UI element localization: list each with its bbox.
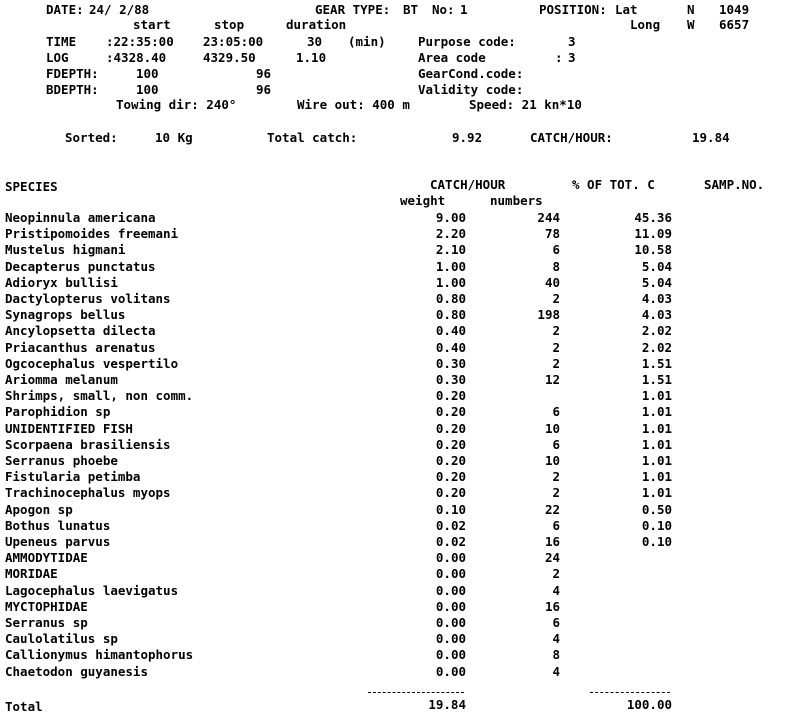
percent-of-total: 1.01 <box>641 437 672 452</box>
catch-weight: 0.30 <box>435 356 466 371</box>
catch-numbers: 8 <box>552 259 560 274</box>
position-label: POSITION: <box>539 2 607 17</box>
percent-of-total: 2.02 <box>641 340 672 355</box>
percent-of-total: 1.01 <box>641 404 672 419</box>
species-name: Scorpaena brasiliensis <box>5 437 171 452</box>
catch-per-hour-column-header: CATCH/HOUR <box>430 177 506 192</box>
species-name: Neopinnula americana <box>5 210 156 225</box>
catch-weight: 0.20 <box>435 388 466 403</box>
catch-numbers: 24 <box>544 550 560 565</box>
percent-of-total: 5.04 <box>641 259 672 274</box>
catch-numbers: 6 <box>552 437 560 452</box>
catch-weight: 0.20 <box>435 453 466 468</box>
time-duration: 30 <box>307 34 323 49</box>
species-name: MORIDAE <box>5 566 58 581</box>
species-name: Fistularia petimba <box>5 469 141 484</box>
catch-weight: 0.00 <box>435 599 466 614</box>
catch-weight: 0.20 <box>435 485 466 500</box>
fdepth-start: 100 <box>136 66 159 81</box>
catch-weight: 0.00 <box>435 583 466 598</box>
station-no-value: 1 <box>460 2 468 17</box>
catch-weight: 1.00 <box>435 259 466 274</box>
species-name: Ogcocephalus vespertilo <box>5 356 179 371</box>
species-name: Shrimps, small, non comm. <box>5 388 194 403</box>
catch-numbers: 22 <box>544 502 560 517</box>
total-label: Total <box>5 699 43 714</box>
species-name: Callionymus himantophorus <box>5 647 194 662</box>
catch-weight: 1.00 <box>435 275 466 290</box>
species-name: Caulolatilus sp <box>5 631 118 646</box>
percent-of-total: 0.10 <box>641 534 672 549</box>
weight-total-rule <box>368 692 464 693</box>
catch-numbers: 16 <box>544 599 560 614</box>
species-name: Serranus sp <box>5 615 88 630</box>
catch-numbers: 2 <box>552 485 560 500</box>
catch-weight: 2.10 <box>435 242 466 257</box>
percent-of-total: 4.03 <box>641 307 672 322</box>
long-label: Long <box>630 17 661 32</box>
purpose-code-label: Purpose code: <box>418 34 516 49</box>
species-name: Pristipomoides freemani <box>5 226 179 241</box>
percent-of-total: 1.01 <box>641 453 672 468</box>
catch-numbers: 4 <box>552 664 560 679</box>
percent-of-total: 5.04 <box>641 275 672 290</box>
time-start: :22:35:00 <box>106 34 174 49</box>
towing-direction: Towing dir: 240° <box>116 97 237 112</box>
catch-numbers: 244 <box>537 210 560 225</box>
station-no-label: No: <box>432 2 455 17</box>
sorted-label: Sorted: <box>65 130 118 145</box>
bdepth-stop: 96 <box>256 82 272 97</box>
catch-per-hour-value: 19.84 <box>692 130 730 145</box>
lat-label: Lat <box>615 2 638 17</box>
catch-weight: 2.20 <box>435 226 466 241</box>
col-start-label: start <box>133 17 171 32</box>
gear-label: GEAR TYPE: <box>315 2 391 17</box>
catch-weight: 0.40 <box>435 323 466 338</box>
validity-code-label: Validity code: <box>418 82 524 97</box>
species-name: Lagocephalus laevigatus <box>5 583 179 598</box>
species-name: Decapterus punctatus <box>5 259 156 274</box>
catch-numbers: 2 <box>552 340 560 355</box>
percent-of-total: 4.03 <box>641 291 672 306</box>
catch-numbers: 2 <box>552 356 560 371</box>
wire-out: Wire out: 400 m <box>297 97 410 112</box>
species-name: Serranus phoebe <box>5 453 118 468</box>
bdepth-start: 100 <box>136 82 159 97</box>
log-duration: 1.10 <box>296 50 327 65</box>
catch-numbers: 2 <box>552 323 560 338</box>
catch-numbers: 6 <box>552 242 560 257</box>
species-name: Synagrops bellus <box>5 307 126 322</box>
sample-number-column-header: SAMP.NO. <box>704 177 765 192</box>
area-code-label: Area code <box>418 50 486 65</box>
percent-of-total: 1.01 <box>641 388 672 403</box>
catch-weight: 9.00 <box>435 210 466 225</box>
percent-total-rule <box>590 692 670 693</box>
catch-weight: 0.20 <box>435 421 466 436</box>
fdepth-label: FDEPTH: <box>46 66 99 81</box>
catch-numbers: 198 <box>537 307 560 322</box>
percent-of-total: 1.01 <box>641 421 672 436</box>
bdepth-label: BDEPTH: <box>46 82 99 97</box>
col-duration-label: duration <box>286 17 347 32</box>
catch-numbers: 16 <box>544 534 560 549</box>
catch-weight: 0.00 <box>435 566 466 581</box>
speed: Speed: 21 kn*10 <box>469 97 582 112</box>
catch-weight: 0.00 <box>435 615 466 630</box>
percent-of-total: 1.51 <box>641 372 672 387</box>
catch-numbers: 2 <box>552 469 560 484</box>
catch-weight: 0.20 <box>435 437 466 452</box>
catch-weight: 0.20 <box>435 404 466 419</box>
species-name: Ariomma melanum <box>5 372 118 387</box>
percent-of-total: 1.51 <box>641 356 672 371</box>
catch-weight: 0.30 <box>435 372 466 387</box>
catch-numbers: 40 <box>544 275 560 290</box>
percent-of-total: 1.01 <box>641 469 672 484</box>
log-start: :4328.40 <box>106 50 167 65</box>
catch-numbers: 6 <box>552 615 560 630</box>
catch-numbers: 2 <box>552 566 560 581</box>
percent-of-total: 11.09 <box>634 226 672 241</box>
gearcond-code-label: GearCond.code: <box>418 66 524 81</box>
percent-of-total: 0.50 <box>641 502 672 517</box>
catch-numbers: 6 <box>552 404 560 419</box>
species-name: MYCTOPHIDAE <box>5 599 88 614</box>
species-name: Bothus lunatus <box>5 518 111 533</box>
weight-column-header: weight <box>400 193 446 208</box>
date-value: 24/ 2/88 <box>89 2 150 17</box>
catch-weight: 0.80 <box>435 307 466 322</box>
catch-numbers: 10 <box>544 453 560 468</box>
lat-hemisphere: N <box>687 2 695 17</box>
total-catch-value: 9.92 <box>452 130 483 145</box>
species-name: Upeneus parvus <box>5 534 111 549</box>
total-catch-label: Total catch: <box>267 130 358 145</box>
log-label: LOG <box>46 50 69 65</box>
catch-numbers: 2 <box>552 291 560 306</box>
catch-numbers: 4 <box>552 631 560 646</box>
species-name: Trachinocephalus myops <box>5 485 171 500</box>
total-weight: 19.84 <box>428 697 466 712</box>
percent-of-total: 45.36 <box>634 210 672 225</box>
species-name: Mustelus higmani <box>5 242 126 257</box>
gear-value: BT <box>403 2 419 17</box>
species-name: Dactylopterus volitans <box>5 291 171 306</box>
long-value: 6657 <box>719 17 750 32</box>
species-column-header: SPECIES <box>5 179 58 194</box>
percent-of-total-column-header: % OF TOT. C <box>572 177 655 192</box>
log-stop: 4329.50 <box>203 50 256 65</box>
catch-weight: 0.00 <box>435 647 466 662</box>
catch-weight: 0.20 <box>435 469 466 484</box>
species-name: Parophidion sp <box>5 404 111 419</box>
time-label: TIME <box>46 34 77 49</box>
catch-numbers: 78 <box>544 226 560 241</box>
time-unit: (min) <box>348 34 386 49</box>
catch-weight: 0.10 <box>435 502 466 517</box>
catch-weight: 0.00 <box>435 631 466 646</box>
catch-weight: 0.80 <box>435 291 466 306</box>
species-name: Apogon sp <box>5 502 73 517</box>
catch-weight: 0.02 <box>435 534 466 549</box>
percent-of-total: 1.01 <box>641 485 672 500</box>
catch-weight: 0.00 <box>435 550 466 565</box>
species-name: Adioryx bullisi <box>5 275 118 290</box>
total-percent: 100.00 <box>626 697 672 712</box>
date-label: DATE: <box>46 2 84 17</box>
species-name: UNIDENTIFIED FISH <box>5 421 133 436</box>
catch-per-hour-label: CATCH/HOUR: <box>530 130 613 145</box>
catch-numbers: 12 <box>544 372 560 387</box>
percent-of-total: 2.02 <box>641 323 672 338</box>
catch-weight: 0.00 <box>435 664 466 679</box>
percent-of-total: 10.58 <box>634 242 672 257</box>
purpose-code-value: 3 <box>568 34 576 49</box>
catch-numbers: 6 <box>552 518 560 533</box>
col-stop-label: stop <box>214 17 245 32</box>
catch-numbers: 4 <box>552 583 560 598</box>
sorted-value: 10 Kg <box>155 130 193 145</box>
lat-value: 1049 <box>719 2 750 17</box>
catch-weight: 0.02 <box>435 518 466 533</box>
species-name: Chaetodon guyanesis <box>5 664 148 679</box>
catch-numbers: 10 <box>544 421 560 436</box>
area-code-value: 3 <box>568 50 576 65</box>
long-hemisphere: W <box>687 17 695 32</box>
species-name: Ancylopsetta dilecta <box>5 323 156 338</box>
catch-weight: 0.40 <box>435 340 466 355</box>
area-code-separator: : <box>555 50 563 65</box>
numbers-column-header: numbers <box>490 193 543 208</box>
fdepth-stop: 96 <box>256 66 272 81</box>
species-name: Priacanthus arenatus <box>5 340 156 355</box>
time-stop: 23:05:00 <box>203 34 264 49</box>
species-name: AMMODYTIDAE <box>5 550 88 565</box>
catch-numbers: 8 <box>552 647 560 662</box>
percent-of-total: 0.10 <box>641 518 672 533</box>
